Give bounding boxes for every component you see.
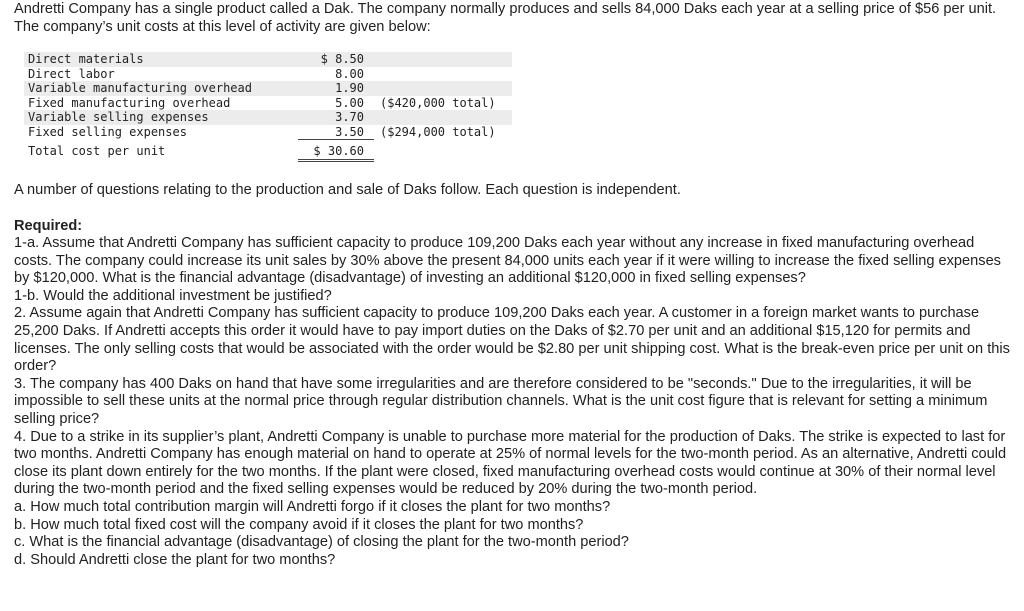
question-4: 4. Due to a strike in its supplier’s plant, Andretti Company is unable to purchase more material for the production of Daks. The strike is expected to last for two months. Andretti Company has enough material on hand to operate at 25% of normal levels for the two-month period. As an alternative, Andretti could close its plant down entirely for the two months. If the plant were closed, fixed manufacturing overhead costs would continue at 30% of their normal level during the two-month period and the fixed selling expenses would be reduced by 20% during the two-month period. — [14, 428, 1007, 498]
cost-label: Fixed selling expenses — [28, 124, 187, 139]
cost-label: Fixed manufacturing overhead — [28, 95, 231, 110]
total-row — [24, 144, 512, 160]
question-3: 3. The company has 400 Daks on hand that have some irregularities and are therefore considered to be "seconds." Due to the irregularities, it will be impossible to sell these units at the normal price through regular distribution channels. What is the unit cost figure that is relevant for setting a minimum selling price? — [14, 375, 988, 427]
question-2: 2. Assume again that Andretti Company has sufficient capacity to produce 109,200 Daks each year. A customer in a foreign market wants to purchase 25,200 Daks. If Andretti accepts this order it would have to pay import duties on the Daks of $2.70 per unit and an additional $15,120 for permits and licenses. The only selling costs that would be associated with the order would be $2.80 per unit shipping cost. What is the break-even price per unit on this order? — [14, 305, 1010, 375]
intro-paragraph: Andretti Company has a single product called a Dak. The company normally produces and sells 84,000 Daks each year at a selling price of $56 per unit. The company’s unit costs at this level of activity are given below: — [14, 1, 997, 35]
required-heading: Required: — [14, 218, 83, 234]
cost-row — [24, 125, 512, 140]
cost-row — [24, 52, 512, 67]
cost-row — [24, 81, 512, 96]
question-1b: 1-b. Would the additional investment be justified? — [14, 287, 332, 304]
cost-amount: $ 8.50 — [320, 52, 364, 66]
question-list — [14, 235, 1014, 569]
cost-note: ($420,000 total) — [380, 95, 496, 110]
question-1a: 1-a. Assume that Andretti Company has sufficient capacity to produce 109,200 Daks each year without any increase in fixed manufacturing overhead costs. The company could increase its unit sales by 30% above the present 84,000 units each year if it were willing to increase the fixed selling expenses by $120,000. What is the financial advantage (disadvantage) of investing an additional $120,000 in fixed selling expenses? — [14, 235, 1001, 287]
cost-label: Variable manufacturing overhead — [28, 81, 252, 96]
cost-label: Direct labor — [28, 66, 115, 81]
cost-amount: 3.50 — [335, 124, 364, 139]
cost-note: ($294,000 total) — [380, 124, 496, 139]
total-amount: $ 30.60 — [313, 143, 364, 158]
total-label: Total cost per unit — [28, 143, 166, 158]
cost-label: Direct materials — [28, 52, 144, 66]
independence-statement: A number of questions relating to the production and sale of Daks follow. Each question is independent. — [14, 182, 681, 198]
question-4a: a. How much total contribution margin will Andretti forgo if it closes the plant for two months? — [14, 498, 611, 515]
cost-amount: 5.00 — [335, 95, 364, 110]
cost-row — [24, 110, 512, 125]
cost-amount: 3.70 — [335, 110, 364, 125]
cost-amount: 1.90 — [335, 81, 364, 96]
cost-label: Variable selling expenses — [28, 110, 209, 125]
cost-row — [24, 96, 512, 111]
cost-amount: 8.00 — [335, 66, 364, 81]
question-4d: d. Should Andretti close the plant for two months? — [14, 551, 336, 568]
question-4c: c. What is the financial advantage (disadvantage) of closing the plant for the two-month period? — [14, 534, 629, 551]
unit-cost-table — [24, 52, 512, 160]
question-4b: b. How much total fixed cost will the company avoid if it closes the plant for two months? — [14, 516, 584, 533]
cost-row — [24, 67, 512, 82]
